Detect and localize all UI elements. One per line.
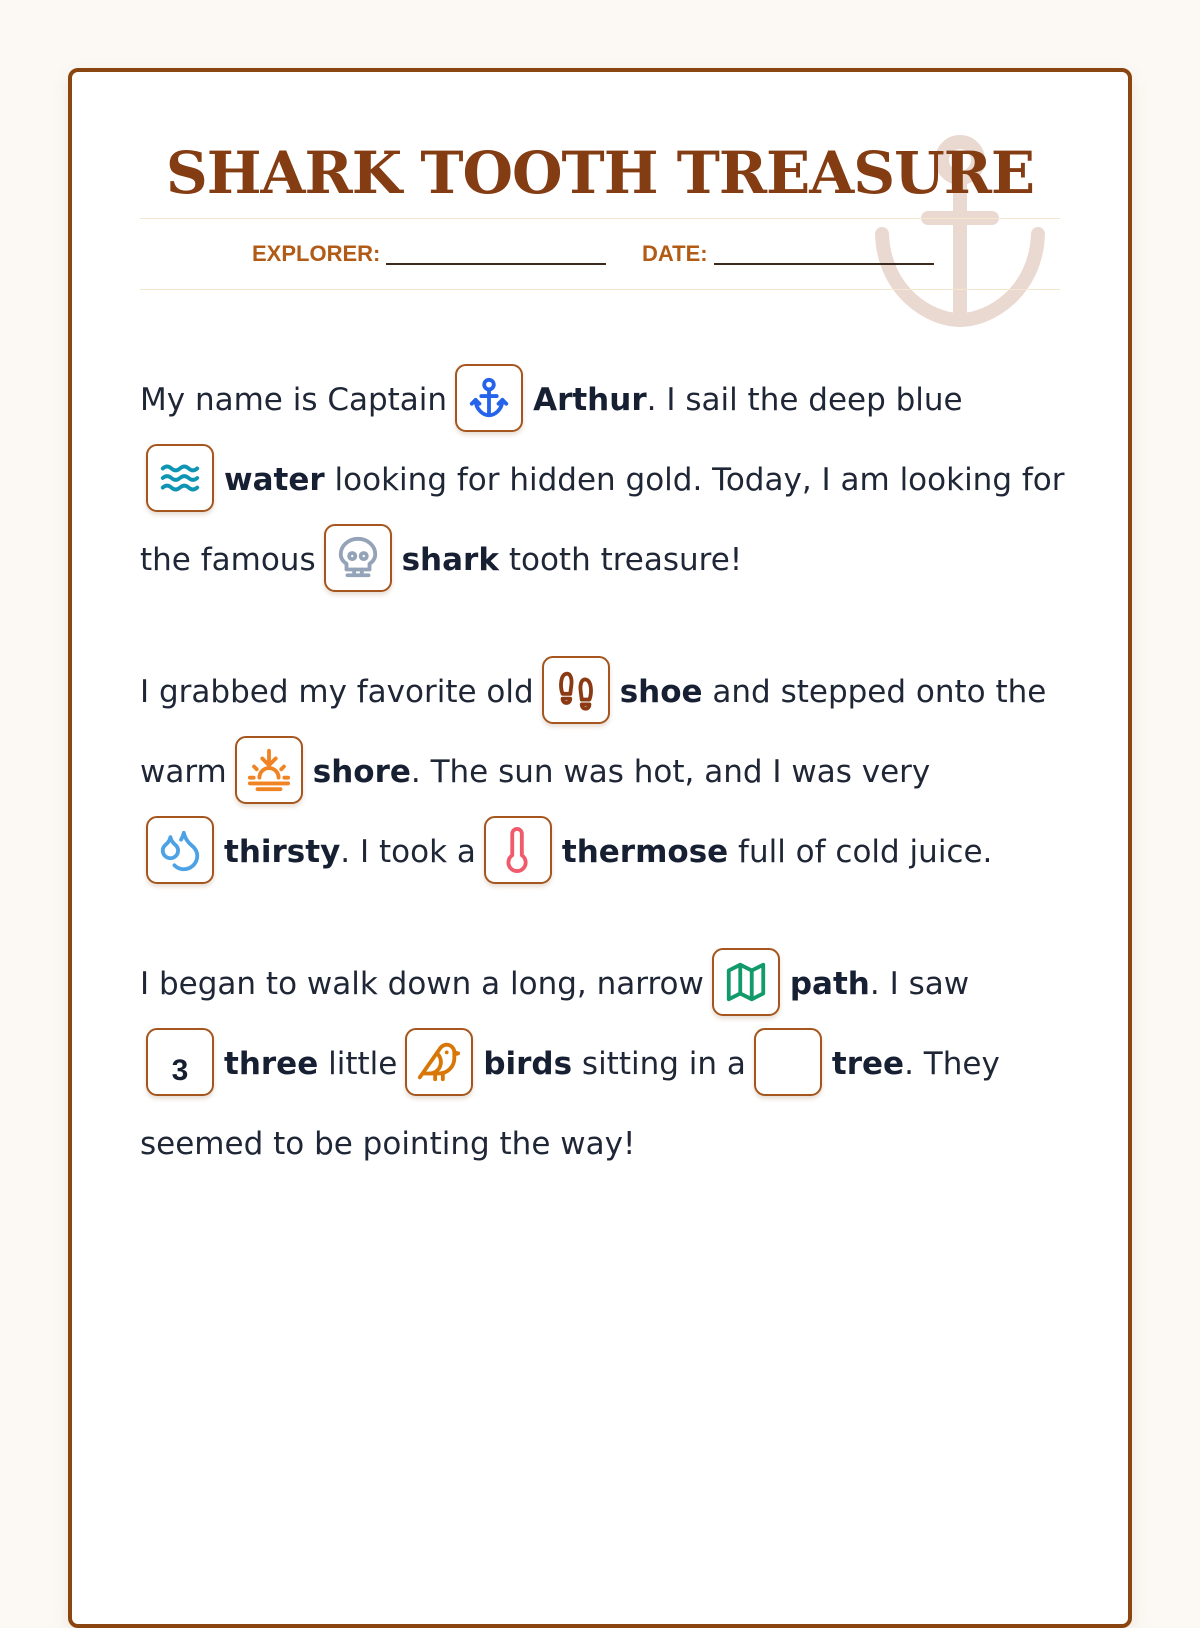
picture-box <box>405 1028 473 1096</box>
date-field[interactable] <box>642 240 934 268</box>
story-paragraph-2 <box>140 652 1090 892</box>
story-paragraph-3 <box>140 944 1090 1184</box>
target-word: thirsty <box>224 834 341 870</box>
explorer-field[interactable] <box>252 240 606 268</box>
date-blank-line <box>714 249 934 265</box>
story-text-span: full of cold juice. <box>728 834 993 870</box>
anchor-icon <box>466 375 512 421</box>
sunrise-icon <box>246 747 292 793</box>
picture-box <box>484 816 552 884</box>
explorer-label: EXPLORER: <box>252 241 381 266</box>
story-text-span: . I took a <box>340 834 476 870</box>
map-icon <box>723 959 769 1005</box>
story-text-span: . I sail the deep blue <box>646 382 963 418</box>
target-word: shark <box>401 542 499 578</box>
story-text-span: . They seemed to be pointing the way! <box>140 1046 1000 1162</box>
story-text-span: sitting in a <box>572 1046 746 1082</box>
droplets-icon <box>157 827 203 873</box>
story-text-span: My name is Captain <box>140 382 448 418</box>
picture-box <box>455 364 523 432</box>
target-word: three <box>224 1046 319 1082</box>
target-word: Arthur <box>533 382 647 418</box>
target-word: tree <box>831 1046 905 1082</box>
story-text-span: . I saw <box>869 966 970 1002</box>
worksheet <box>68 68 1132 1628</box>
story-text-span: little <box>318 1046 398 1082</box>
target-word: shore <box>312 754 411 790</box>
target-word: thermose <box>561 834 729 870</box>
target-word: water <box>224 462 325 498</box>
target-word: birds <box>483 1046 573 1082</box>
number-box <box>146 1028 214 1096</box>
story-text-span: tooth treasure! <box>498 542 743 578</box>
footprints-icon <box>553 667 599 713</box>
story-paragraph-1 <box>140 360 1090 600</box>
story-text-span: I grabbed my favorite old <box>140 674 534 710</box>
story-text-span: I began to walk down a long, narrow <box>140 966 704 1002</box>
explorer-blank-line <box>386 249 606 265</box>
picture-box <box>324 524 392 592</box>
picture-box <box>712 948 780 1016</box>
picture-box <box>542 656 610 724</box>
picture-box <box>235 736 303 804</box>
picture-box <box>146 444 214 512</box>
page-title: SHARK TOOTH TREASURE <box>165 139 1035 207</box>
number-value: 3 <box>171 1053 189 1087</box>
waves-icon <box>157 455 203 501</box>
story-text-span: looking for hidden gold. Today, I am looking for the famous <box>140 462 1065 578</box>
date-label: DATE: <box>642 241 708 266</box>
story-text-span: . The sun was hot, and I was very <box>410 754 931 790</box>
thermometer-icon <box>495 827 541 873</box>
target-word: path <box>789 966 870 1002</box>
skull-icon <box>335 535 381 581</box>
bird-icon <box>416 1039 462 1085</box>
picture-box <box>146 816 214 884</box>
story-text-span: and stepped onto the warm <box>140 674 1047 790</box>
empty-picture-box <box>754 1028 822 1096</box>
target-word: shoe <box>619 674 703 710</box>
header-fields <box>140 218 1060 290</box>
story-text <box>140 360 1090 1236</box>
